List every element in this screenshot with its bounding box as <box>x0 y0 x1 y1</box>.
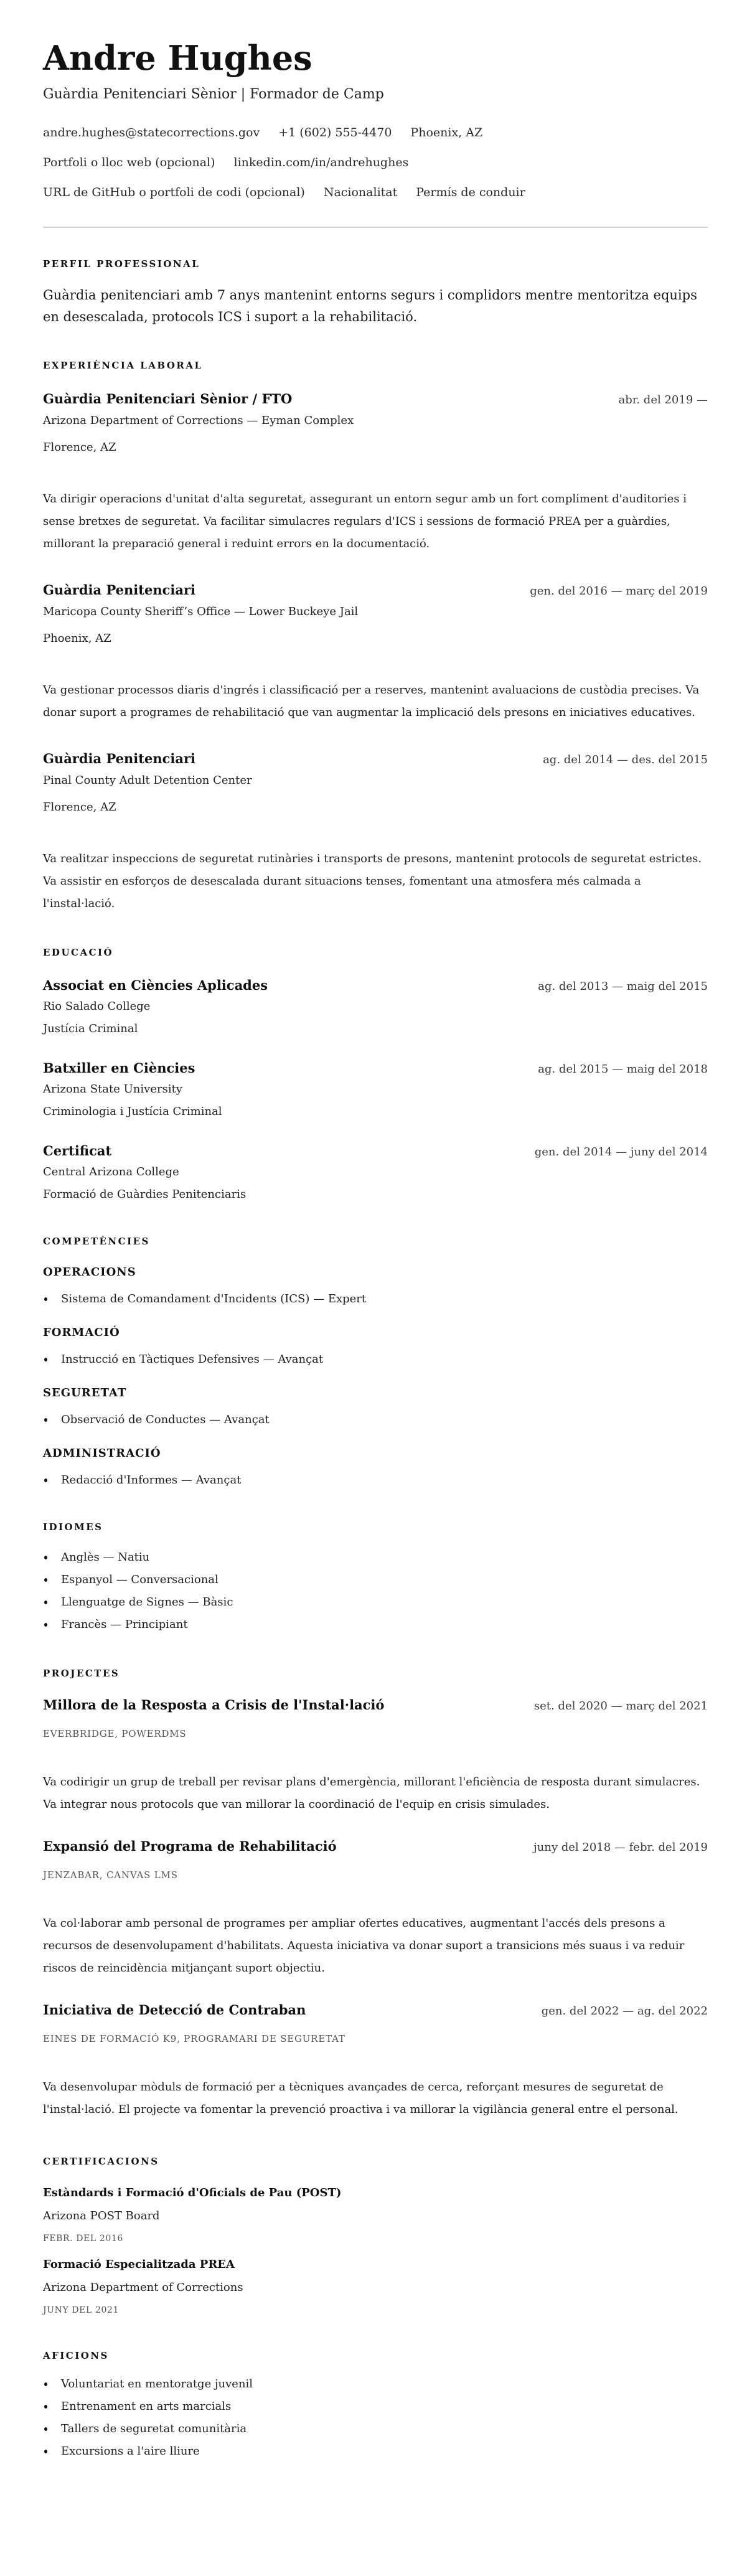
education-dates: gen. del 2014 — juny del 2014 <box>534 1145 708 1159</box>
project-description: Va col·laborar amb personal de programes per ampliar ofertes educatives, augmentant l'accés dels presons a recursos de desenvolupament d'habilitats. Aquesta iniciativa va donar suport a transicions més suaus i va reduir riscos de reincidència mitjançant suport objectiu. <box>43 1917 685 1975</box>
project-tech: EINES DE FORMACIÓ K9, PROGRAMARI DE SEGURETAT <box>43 2033 345 2044</box>
skill-item <box>43 1350 708 1369</box>
job-dates: abr. del 2019 — <box>618 393 708 407</box>
certification-date: FEBR. DEL 2016 <box>43 2234 123 2244</box>
bullet-icon <box>44 1623 47 1627</box>
contact-row <box>43 153 708 172</box>
project-entry <box>43 1696 708 1816</box>
school-name: Rio Salado College <box>43 1000 151 1013</box>
header-divider <box>43 227 708 228</box>
job-location: Florence, AZ <box>43 801 116 814</box>
language-text: Anglès — Natiu <box>61 1551 150 1564</box>
language-item <box>43 1591 708 1614</box>
job-dates: ag. del 2014 — des. del 2015 <box>543 753 708 766</box>
hobby-text: Voluntariat en mentoratge juvenil <box>61 2377 253 2390</box>
skill-text: Redacció d'Informes — Avançat <box>61 1474 242 1487</box>
hobby-item <box>43 2395 708 2418</box>
contact-nationality: Nacionalitat <box>323 186 398 199</box>
language-item <box>43 1569 708 1591</box>
section-heading: EXPERIÈNCIA LABORAL <box>43 360 203 371</box>
education-entry <box>43 976 708 1038</box>
job-entry <box>43 581 708 724</box>
hobby-text: Entrenament en arts marcials <box>61 2400 232 2413</box>
education-dates: ag. del 2015 — maig del 2018 <box>538 1063 708 1076</box>
job-dates: gen. del 2016 — març del 2019 <box>530 585 708 598</box>
projects-section <box>43 1667 708 2121</box>
job-title: Guàrdia Penitenciari <box>43 751 196 766</box>
section-heading: CERTIFICACIONS <box>43 2156 159 2167</box>
section-heading: PERFIL PROFESSIONAL <box>43 258 200 270</box>
certification-entry <box>43 2184 708 2245</box>
language-text: Llenguatge de Signes — Bàsic <box>61 1596 233 1609</box>
contact-linkedin[interactable]: linkedin.com/in/andrehughes <box>233 156 409 169</box>
bullet-icon <box>44 2450 47 2453</box>
section-heading: AFICIONS <box>43 2350 109 2361</box>
job-company: Pinal County Adult Detention Center <box>43 774 252 787</box>
bullet-icon <box>44 1358 47 1361</box>
profile-summary: Guàrdia penitenciari amb 7 anys mantenint entorns segurs i complidors mentre mentoritza equips en desescalada, protocols ICS i suport a la rehabilitació. <box>43 288 697 324</box>
certification-issuer: Arizona POST Board <box>43 2209 160 2222</box>
bullet-icon <box>44 1578 47 1582</box>
school-name: Central Arizona College <box>43 1165 179 1178</box>
profile-section <box>43 258 708 328</box>
language-text: Espanyol — Conversacional <box>61 1573 218 1586</box>
job-company: Maricopa County Sheriff’s Office — Lower Buckeye Jail <box>43 605 359 618</box>
project-title: Millora de la Resposta a Crisis de l'Instal·lació <box>43 1697 385 1713</box>
job-entry <box>43 750 708 915</box>
project-dates: set. del 2020 — març del 2021 <box>533 1699 708 1713</box>
languages-section <box>43 1521 708 1636</box>
section-heading: EDUCACIÓ <box>43 947 114 958</box>
contact-email[interactable]: andre.hughes@statecorrections.gov <box>43 126 260 139</box>
project-tech: JENZABAR, CANVAS LMS <box>43 1869 178 1881</box>
degree-title: Batxiller en Ciències <box>43 1060 195 1076</box>
skill-category: SEGURETAT <box>43 1386 127 1399</box>
certifications-section <box>43 2155 708 2317</box>
skill-item <box>43 1411 708 1429</box>
language-text: Francès — Principiant <box>61 1618 188 1631</box>
certification-title: Estàndards i Formació d'Oficials de Pau (POST) <box>43 2186 342 2199</box>
bullet-icon <box>44 1297 47 1301</box>
certification-entry <box>43 2256 708 2317</box>
language-item <box>43 1546 708 1569</box>
contact-location: Phoenix, AZ <box>410 126 483 139</box>
bullet-icon <box>44 1556 47 1559</box>
job-title: Guàrdia Penitenciari Sènior / FTO <box>43 391 293 407</box>
skill-category: ADMINISTRACIÓ <box>43 1447 161 1460</box>
skill-text: Sistema de Comandament d'Incidents (ICS) — Expert <box>61 1292 367 1305</box>
contact-row <box>43 183 708 202</box>
project-description: Va codirigir un grup de treball per revisar plans d'emergència, millorant l'eficiència de resposta durant simulacres. Va integrar nous protocols que van millorar la coordinació de l'equip en crisis simulades. <box>43 1775 700 1811</box>
section-heading: COMPETÈNCIES <box>43 1236 150 1247</box>
candidate-name: Andre Hughes <box>43 38 312 78</box>
job-location: Florence, AZ <box>43 441 116 454</box>
job-title: Guàrdia Penitenciari <box>43 582 196 598</box>
skills-section <box>43 1235 708 1490</box>
school-name: Arizona State University <box>43 1083 182 1096</box>
skill-text: Observació de Conductes — Avançat <box>61 1413 270 1426</box>
education-entry <box>43 1059 708 1121</box>
education-dates: ag. del 2013 — maig del 2015 <box>538 980 708 993</box>
job-location: Phoenix, AZ <box>43 632 111 645</box>
contact-github[interactable]: URL de GitHub o portfoli de codi (opcional) <box>43 186 305 199</box>
project-dates: gen. del 2022 — ag. del 2022 <box>541 2005 708 2018</box>
field-of-study: Formació de Guàrdies Penitenciaris <box>43 1188 247 1201</box>
skill-item <box>43 1290 708 1309</box>
certification-issuer: Arizona Department of Corrections <box>43 2281 243 2294</box>
bullet-icon <box>44 2427 47 2431</box>
skill-category: FORMACIÓ <box>43 1326 120 1339</box>
project-description: Va desenvolupar mòduls de formació per a tècniques avançades de cerca, reforçant mesures de seguretat de l'instal·lació. El projecte va fomentar la prevenció proactiva i va millorar la vigilància general entre el personal. <box>43 2080 679 2116</box>
certification-date: JUNY DEL 2021 <box>43 2305 119 2315</box>
hobby-item <box>43 2418 708 2440</box>
project-title: Iniciativa de Detecció de Contraban <box>43 2002 306 2018</box>
hobbies-section <box>43 2349 708 2463</box>
section-heading: PROJECTES <box>43 1668 120 1679</box>
bullet-icon <box>44 2382 47 2386</box>
hobby-text: Excursions a l'aire lliure <box>61 2445 200 2458</box>
project-dates: juny del 2018 — febr. del 2019 <box>533 1841 708 1854</box>
contact-row <box>43 123 708 142</box>
candidate-title: Guàrdia Penitenciari Sènior | Formador de Camp <box>43 87 384 102</box>
bullet-icon <box>44 1418 47 1422</box>
degree-title: Associat en Ciències Aplicades <box>43 977 268 993</box>
resume-header <box>43 38 708 202</box>
hobby-item <box>43 2373 708 2395</box>
skill-category: OPERACIONS <box>43 1266 136 1279</box>
certification-title: Formació Especialitzada PREA <box>43 2258 235 2271</box>
education-section <box>43 946 708 1204</box>
bullet-icon <box>44 2405 47 2409</box>
project-title: Expansió del Programa de Rehabilitació <box>43 1838 337 1854</box>
bullet-icon <box>44 1601 47 1604</box>
language-item <box>43 1614 708 1636</box>
section-heading: IDIOMES <box>43 1521 103 1533</box>
skill-text: Instrucció en Tàctiques Defensives — Avançat <box>61 1353 324 1366</box>
contact-driving-license: Permís de conduir <box>416 186 525 199</box>
skill-item <box>43 1471 708 1490</box>
contact-phone[interactable]: +1 (602) 555-4470 <box>278 126 392 139</box>
job-entry <box>43 390 708 555</box>
hobby-item <box>43 2440 708 2463</box>
job-company: Arizona Department of Corrections — Eyman Complex <box>43 414 354 427</box>
field-of-study: Criminologia i Justícia Criminal <box>43 1105 222 1118</box>
job-description: Va realitzar inspeccions de seguretat rutinàries i transports de presons, mantenint protocols de seguretat estrictes. Va assistir en esforços de desescalada durant situacions tenses, fomentant una atmosfera més calmada a l'instal·lació. <box>43 852 702 910</box>
field-of-study: Justícia Criminal <box>43 1022 138 1035</box>
project-entry <box>43 1837 708 1980</box>
job-description: Va dirigir operacions d'unitat d'alta seguretat, assegurant un entorn segur amb un fort compliment d'auditories i sense bretxes de seguretat. Va facilitar simulacres regulars d'ICS i sessions de formació PREA per a guàrdies, millorant la preparació general i reduint errors en la documentació. <box>43 492 687 550</box>
project-entry <box>43 2001 708 2121</box>
job-description: Va gestionar processos diaris d'ingrés i classificació per a reserves, mantenint avaluacions de custòdia precises. Va donar suport a programes de rehabilitació que van augmentar la implicació dels presons en iniciatives educatives. <box>43 684 700 719</box>
education-entry <box>43 1142 708 1204</box>
hobby-text: Tallers de seguretat comunitària <box>61 2422 247 2435</box>
bullet-icon <box>44 1478 47 1482</box>
experience-section <box>43 359 708 915</box>
degree-title: Certificat <box>43 1143 112 1159</box>
project-tech: EVERBRIDGE, POWERDMS <box>43 1728 187 1739</box>
contact-portfolio[interactable]: Portfoli o lloc web (opcional) <box>43 156 215 169</box>
